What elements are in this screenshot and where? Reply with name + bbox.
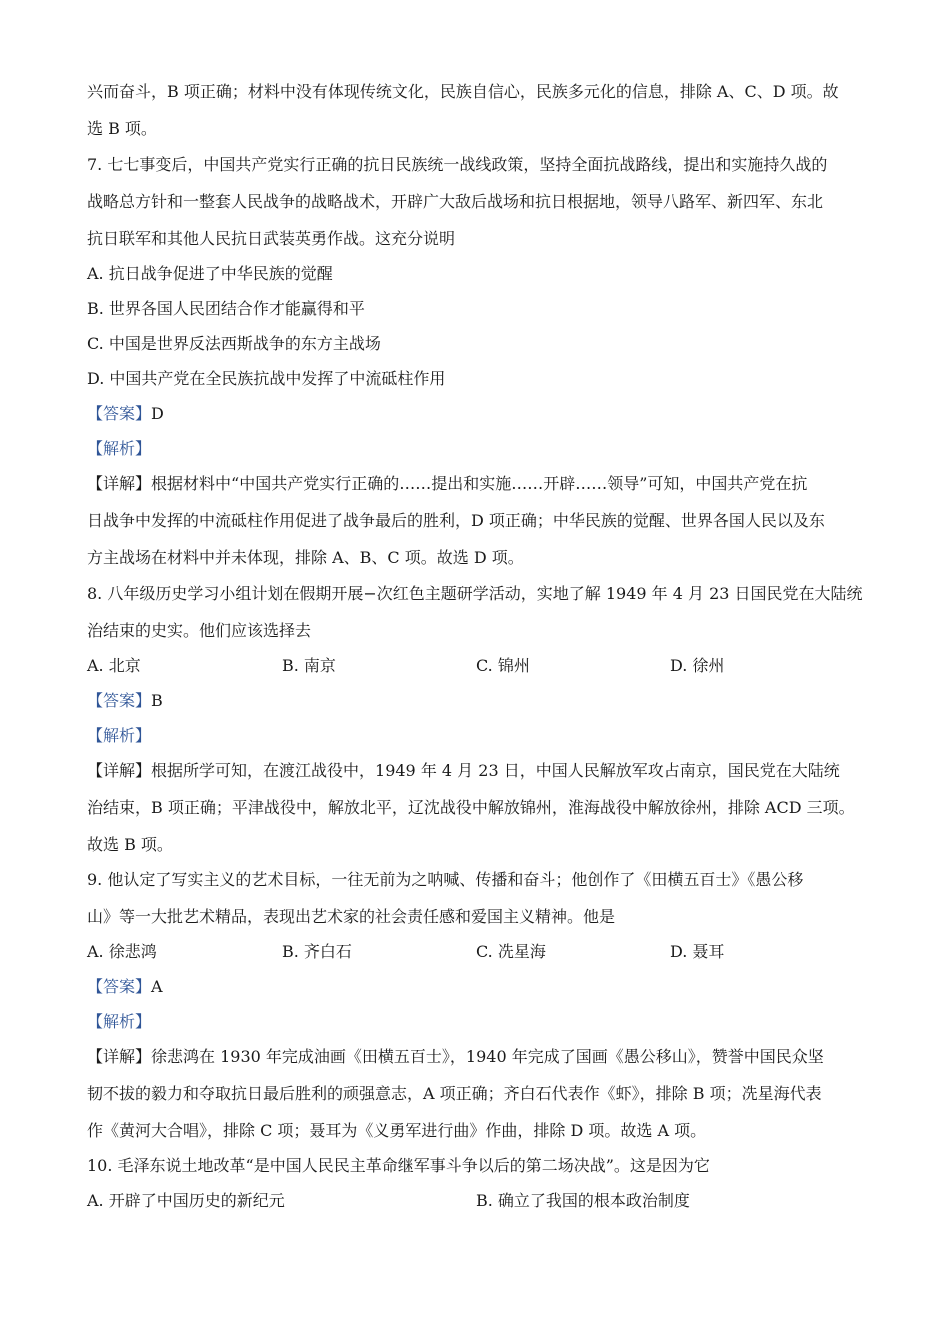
question-7-answer: [87, 404, 164, 424]
question-7-option-d: D. 中国共产党在全民族抗战中发挥了中流砥柱作用: [87, 369, 446, 388]
question-8-detail-line: 故选 B 项。: [87, 835, 173, 854]
answer-value: D: [151, 404, 164, 423]
question-10-option-b: B. 确立了我国的根本政治制度: [476, 1191, 690, 1210]
question-7-detail: [87, 474, 807, 494]
question-7-option-a: A. 抗日战争促进了中华民族的觉醒: [87, 264, 333, 283]
answer-tag: 【答案】: [87, 977, 152, 996]
question-8-stem: 8. 八年级历史学习小组计划在假期开展−次红色主题研学活动，实地了解 1949 年 4 月 23 日国民党在大陆统: [87, 584, 863, 603]
question-9-option-c: C. 冼星海: [476, 942, 546, 961]
question-10-stem: 10. 毛泽东说土地改革“是中国人民民主革命继军事斗争以后的第二场决战”。这是因为它: [87, 1156, 710, 1175]
question-8-option-c: C. 锦州: [476, 656, 530, 675]
question-8-option-a: A. 北京: [87, 656, 141, 675]
question-9-analysis-tag: [87, 1012, 151, 1032]
prev-explanation-line: 兴而奋斗，B 项正确；材料中没有体现传统文化，民族自信心，民族多元化的信息，排除 A、C、D 项。故: [87, 82, 839, 101]
question-9-option-b: B. 齐白石: [282, 942, 352, 961]
question-8-option-b: B. 南京: [282, 656, 336, 675]
question-7-stem: 抗日联军和其他人民抗日武装英勇作战。这充分说明: [87, 229, 456, 248]
detail-text: 徐悲鸿在 1930 年完成油画《田横五百士》，1940 年完成了国画《愚公移山》，赞誉中国民众坚: [151, 1047, 824, 1066]
detail-tag: 【详解】: [87, 761, 152, 780]
answer-value: A: [151, 977, 163, 996]
answer-tag: 【答案】: [87, 404, 152, 423]
detail-text: 根据所学可知，在渡江战役中，1949 年 4 月 23 日，中国人民解放军攻占南京，国民党在大陆统: [151, 761, 840, 780]
answer-tag: 【答案】: [87, 691, 152, 710]
question-9-answer: [87, 977, 163, 997]
analysis-tag: 【解析】: [87, 439, 152, 458]
question-10-option-a: A. 开辟了中国历史的新纪元: [87, 1191, 285, 1210]
question-7-detail-line: 方主战场在材料中并未体现，排除 A、B、C 项。故选 D 项。: [87, 548, 524, 567]
question-9-stem: 山》等一大批艺术精品，表现出艺术家的社会责任感和爱国主义精神。他是: [87, 907, 616, 926]
detail-tag: 【详解】: [87, 474, 152, 493]
question-9-detail-line: 韧不拔的毅力和夺取抗日最后胜利的顽强意志，A 项正确；齐白石代表作《虾》，排除 B 项；冼星海代表: [87, 1084, 822, 1103]
question-8-detail: [87, 761, 840, 781]
question-9-option-d: D. 聂耳: [670, 942, 725, 961]
question-7-stem: 7. 七七事变后，中国共产党实行正确的抗日民族统一战线政策，坚持全面抗战路线，提出和实施持久战的: [87, 155, 828, 174]
question-9-detail: [87, 1047, 824, 1067]
question-8-detail-line: 治结束，B 项正确；平津战役中，解放北平，辽沈战役中解放锦州，淮海战役中解放徐州，排除 ACD 三项。: [87, 798, 855, 817]
question-8-option-d: D. 徐州: [670, 656, 725, 675]
question-8-analysis-tag: [87, 726, 151, 746]
question-7-stem: 战略总方针和一整套人民战争的战略战术，开辟广大敌后战场和抗日根据地，领导八路军、新四军、东北: [87, 192, 824, 211]
question-7-option-b: B. 世界各国人民团结合作才能赢得和平: [87, 299, 365, 318]
analysis-tag: 【解析】: [87, 1012, 152, 1031]
detail-text: 根据材料中“中国共产党实行正确的……提出和实施……开辟……领导”可知，中国共产党在抗: [151, 474, 808, 493]
question-7-option-c: C. 中国是世界反法西斯战争的东方主战场: [87, 334, 381, 353]
question-7-analysis-tag: [87, 439, 151, 459]
detail-tag: 【详解】: [87, 1047, 152, 1066]
analysis-tag: 【解析】: [87, 726, 152, 745]
question-8-stem: 治结束的史实。他们应该选择去: [87, 621, 312, 640]
question-9-detail-line: 作《黄河大合唱》，排除 C 项；聂耳为《义勇军进行曲》作曲，排除 D 项。故选 A 项。: [87, 1121, 707, 1140]
question-9-stem: 9. 他认定了写实主义的艺术目标，一往无前为之呐喊、传播和奋斗；他创作了《田横五百士》《愚公移: [87, 870, 804, 889]
question-9-option-a: A. 徐悲鸿: [87, 942, 157, 961]
answer-value: B: [151, 691, 163, 710]
prev-explanation-line: 选 B 项。: [87, 119, 157, 138]
question-8-answer: [87, 691, 163, 711]
question-7-detail-line: 日战争中发挥的中流砥柱作用促进了战争最后的胜利，D 项正确；中华民族的觉醒、世界各国人民以及东: [87, 511, 825, 530]
